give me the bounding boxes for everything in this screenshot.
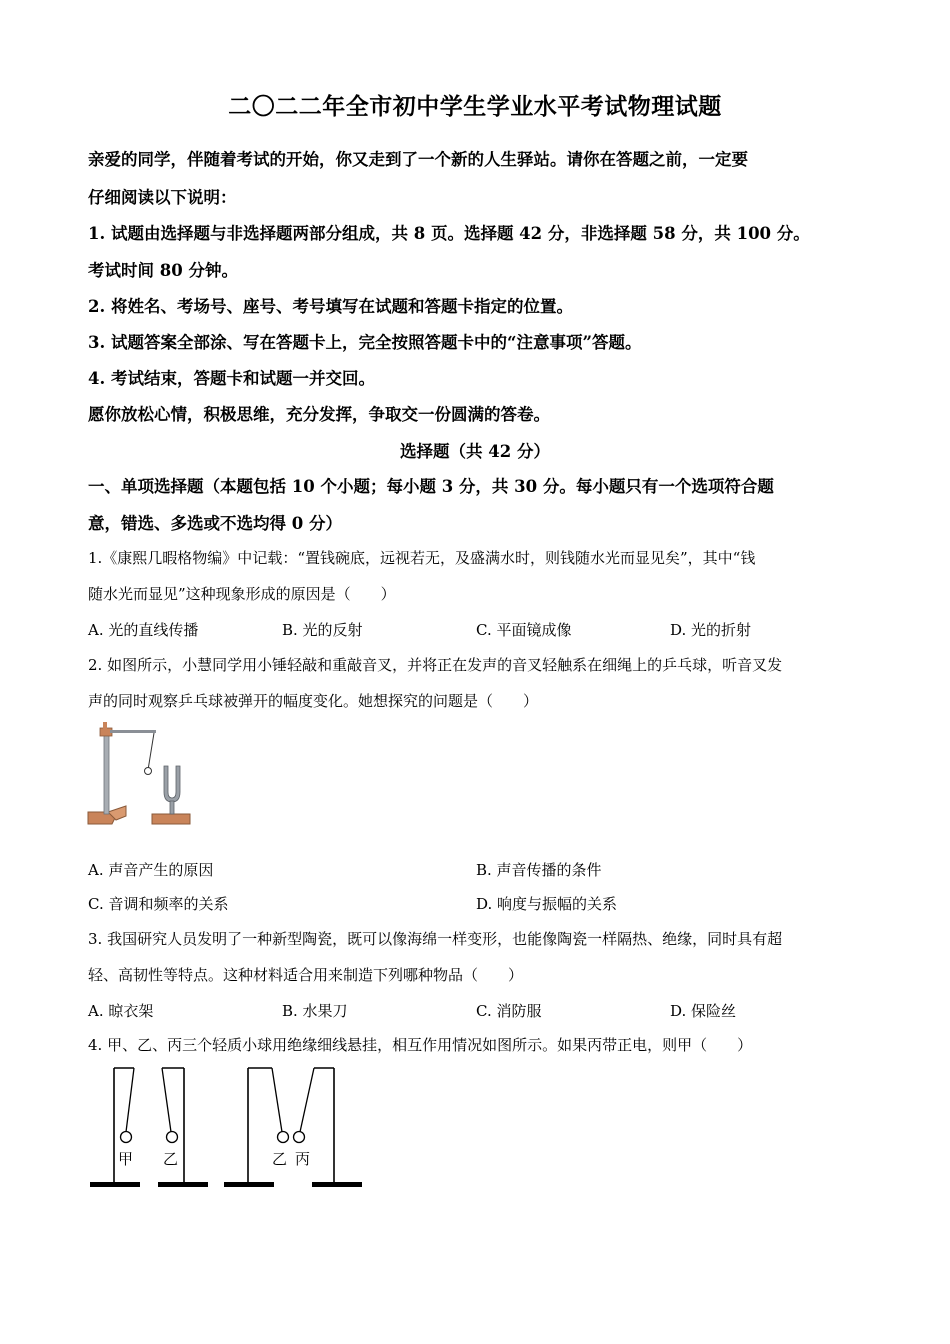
suspended-balls-figure xyxy=(88,1064,368,1194)
instruction-4: 4. 考试结束，答题卡和试题一并交回。 xyxy=(88,369,375,388)
instruction-1a: 1. 试题由选择题与非选择题两部分组成，共 8 页。选择题 42 分，非选择题 58 分，共 100 分。 xyxy=(88,224,810,243)
q1-option-b: B. 光的反射 xyxy=(282,621,363,639)
q2-option-a: A. 声音产生的原因 xyxy=(88,861,214,879)
intro-line-2: 仔细阅读以下说明： xyxy=(88,188,237,207)
q2-option-b: B. 声音传播的条件 xyxy=(476,861,602,879)
q3-option-a: A. 晾衣架 xyxy=(88,1002,154,1020)
q1-option-c: C. 平面镜成像 xyxy=(476,621,572,639)
q2-option-d: D. 响度与振幅的关系 xyxy=(476,895,618,913)
instruction-3: 3. 试题答案全部涂、写在答题卡上，完全按照答题卡中的“注意事项”答题。 xyxy=(88,333,642,352)
q3-option-c: C. 消防服 xyxy=(476,1002,542,1020)
intro-line-1: 亲爱的同学，伴随着考试的开始，你又走到了一个新的人生驿站。请你在答题之前，一定要 xyxy=(88,150,748,169)
q1-option-a: A. 光的直线传播 xyxy=(88,621,199,639)
q2-option-c: C. 音调和频率的关系 xyxy=(88,895,229,913)
q1-stem-line-1: 1.《康熙几暇格物编》中记载：“置钱碗底，远视若无，及盛满水时，则钱随水光而显见矣”，其中“钱 xyxy=(88,549,756,567)
q3-option-d: D. 保险丝 xyxy=(670,1002,737,1020)
q3-option-b: B. 水果刀 xyxy=(282,1002,348,1020)
part1-heading-line-1: 一、单项选择题（本题包括 10 个小题；每小题 3 分，共 30 分。每小题只有一个选项符合题 xyxy=(88,477,774,496)
q3-stem-line-2: 轻、高韧性等特点。这种材料适合用来制造下列哪种物品（ ） xyxy=(88,966,524,984)
page-title: 二〇二二年全市初中学生学业水平考试物理试题 xyxy=(228,93,722,120)
label-bing: 丙 xyxy=(295,1150,311,1168)
q1-option-d: D. 光的折射 xyxy=(670,621,752,639)
q1-stem-line-2: 随水光而显见”这种现象形成的原因是（ ） xyxy=(88,585,396,603)
section-title: 选择题（共 42 分） xyxy=(400,442,550,461)
q4-stem: 4. 甲、乙、丙三个轻质小球用绝缘细线悬挂，相互作用情况如图所示。如果丙带正电，则甲（ ） xyxy=(88,1036,753,1054)
label-yi-left: 乙 xyxy=(163,1150,179,1168)
q3-stem-line-1: 3. 我国研究人员发明了一种新型陶瓷，既可以像海绵一样变形，也能像陶瓷一样隔热、绝缘，同时具有超 xyxy=(88,930,783,948)
instruction-1b: 考试时间 80 分钟。 xyxy=(88,261,238,280)
part1-heading-line-2: 意，错选、多选或不选均得 0 分） xyxy=(88,514,342,533)
tuning-fork-apparatus-figure xyxy=(86,720,196,830)
closing-note: 愿你放松心情，积极思维，充分发挥，争取交一份圆满的答卷。 xyxy=(88,405,550,424)
q2-stem-line-2: 声的同时观察乒乓球被弹开的幅度变化。她想探究的问题是（ ） xyxy=(88,692,539,710)
label-jia: 甲 xyxy=(118,1150,134,1168)
instruction-2: 2. 将姓名、考场号、座号、考号填写在试题和答题卡指定的位置。 xyxy=(88,297,573,316)
label-yi-right: 乙 xyxy=(272,1150,288,1168)
q2-stem-line-1: 2. 如图所示，小慧同学用小锤轻敲和重敲音叉，并将正在发声的音叉轻触系在细绳上的乒乓球，听音叉发 xyxy=(88,656,783,674)
